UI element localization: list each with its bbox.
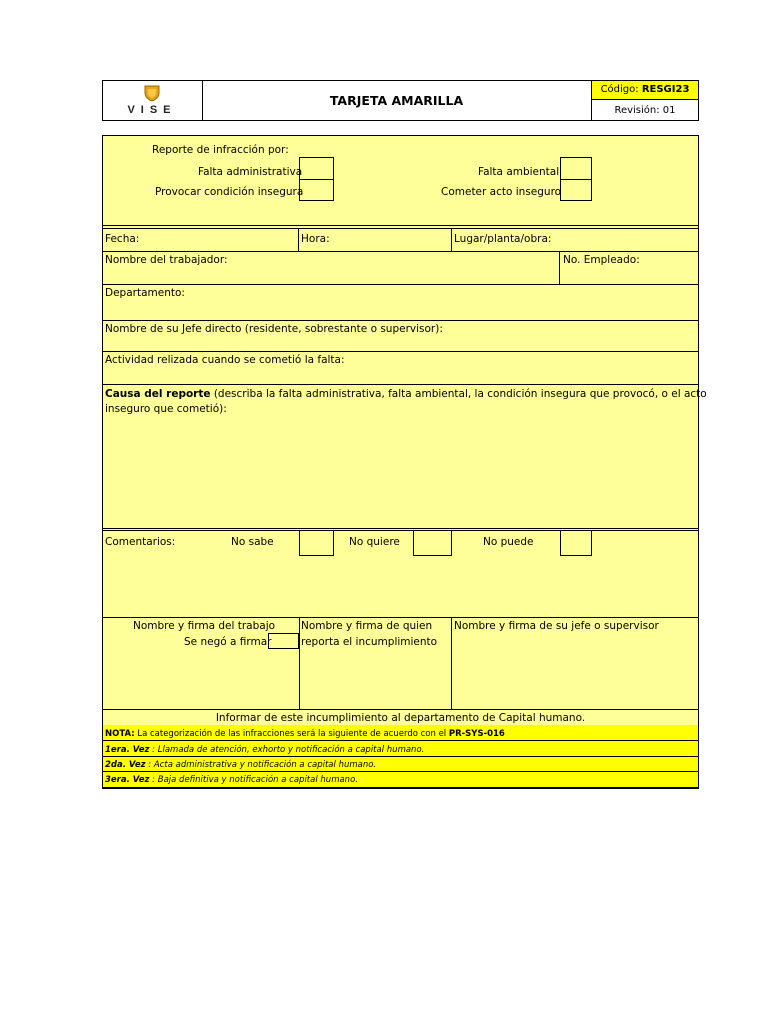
code-text — [592, 84, 698, 96]
firma-jefe-label: Nombre y firma de su jefe o supervisor — [454, 620, 659, 632]
causa-line1: (describa la falta administrativa, falta ambiental, la condición insegura que provocó, o el acto — [210, 388, 707, 400]
cometer-acto-label: Cometer acto inseguro — [441, 186, 562, 198]
lugar-label: Lugar/planta/obra: — [454, 233, 552, 245]
no-puede-label: No puede — [483, 536, 534, 548]
vez1-label: 1era. Vez — [105, 745, 150, 755]
nota-ref: PR-SYS-016 — [448, 729, 505, 739]
comentarios-label: Comentarios: — [105, 536, 176, 548]
firma-reporta-label-2: reporta el incumplimiento — [301, 636, 438, 648]
nota-label: NOTA: — [105, 729, 135, 739]
revision-text: Revisión: 01 — [614, 105, 676, 116]
fecha-label: Fecha: — [105, 233, 140, 245]
shield-icon — [144, 85, 160, 102]
form-border — [102, 135, 699, 789]
vez2-label: 2da. Vez — [105, 760, 146, 770]
falta-administrativa-label: Falta administrativa — [198, 166, 303, 178]
no-sabe-label: No sabe — [231, 536, 274, 548]
actividad-label: Actividad relizada cuando se cometió la falta: — [105, 354, 345, 366]
form-title: TARJETA AMARILLA — [329, 93, 464, 108]
causa-bold: Causa del reporte — [105, 388, 211, 400]
hora-label: Hora: — [301, 233, 330, 245]
nota-body: La categorización de las infracciones será la siguiente de acuerdo con el — [134, 729, 449, 739]
report-heading: Reporte de infracción por: — [152, 144, 289, 156]
logo-text: VISE — [127, 104, 177, 116]
departamento-label: Departamento: — [105, 287, 185, 299]
vez3-body: : Baja definitiva y notificación a capital humano. — [149, 775, 358, 785]
nombre-trabajador-label: Nombre del trabajador: — [105, 254, 228, 266]
vise-logo — [118, 84, 188, 118]
code-value: RESGI23 — [641, 84, 690, 95]
falta-ambiental-label: Falta ambiental — [478, 166, 560, 178]
code-label: Código: — [600, 84, 639, 95]
vez1-body: : Llamada de atención, exhorto y notificación a capital humano. — [149, 745, 425, 755]
vez3-label: 3era. Vez — [105, 775, 150, 785]
jefe-directo-label: Nombre de su Jefe directo (residente, sobrestante o supervisor): — [105, 323, 443, 335]
causa-line2: inseguro que cometió): — [105, 403, 227, 415]
firma-trabajador-label: Nombre y firma del trabajo — [133, 620, 276, 632]
firma-reporta-label: Nombre y firma de quien — [301, 620, 433, 632]
no-empleado-label: No. Empleado: — [563, 254, 640, 266]
provocar-condicion-label: Provocar condición insegura — [155, 186, 304, 198]
no-quiere-label: No quiere — [349, 536, 400, 548]
vez2-body: : Acta administrativa y notificación a capital humano. — [145, 760, 377, 770]
informar-text: Informar de este incumplimiento al departamento de Capital humano. — [215, 712, 586, 724]
nego-firmar-label: Se negó a firmar — [184, 636, 272, 648]
